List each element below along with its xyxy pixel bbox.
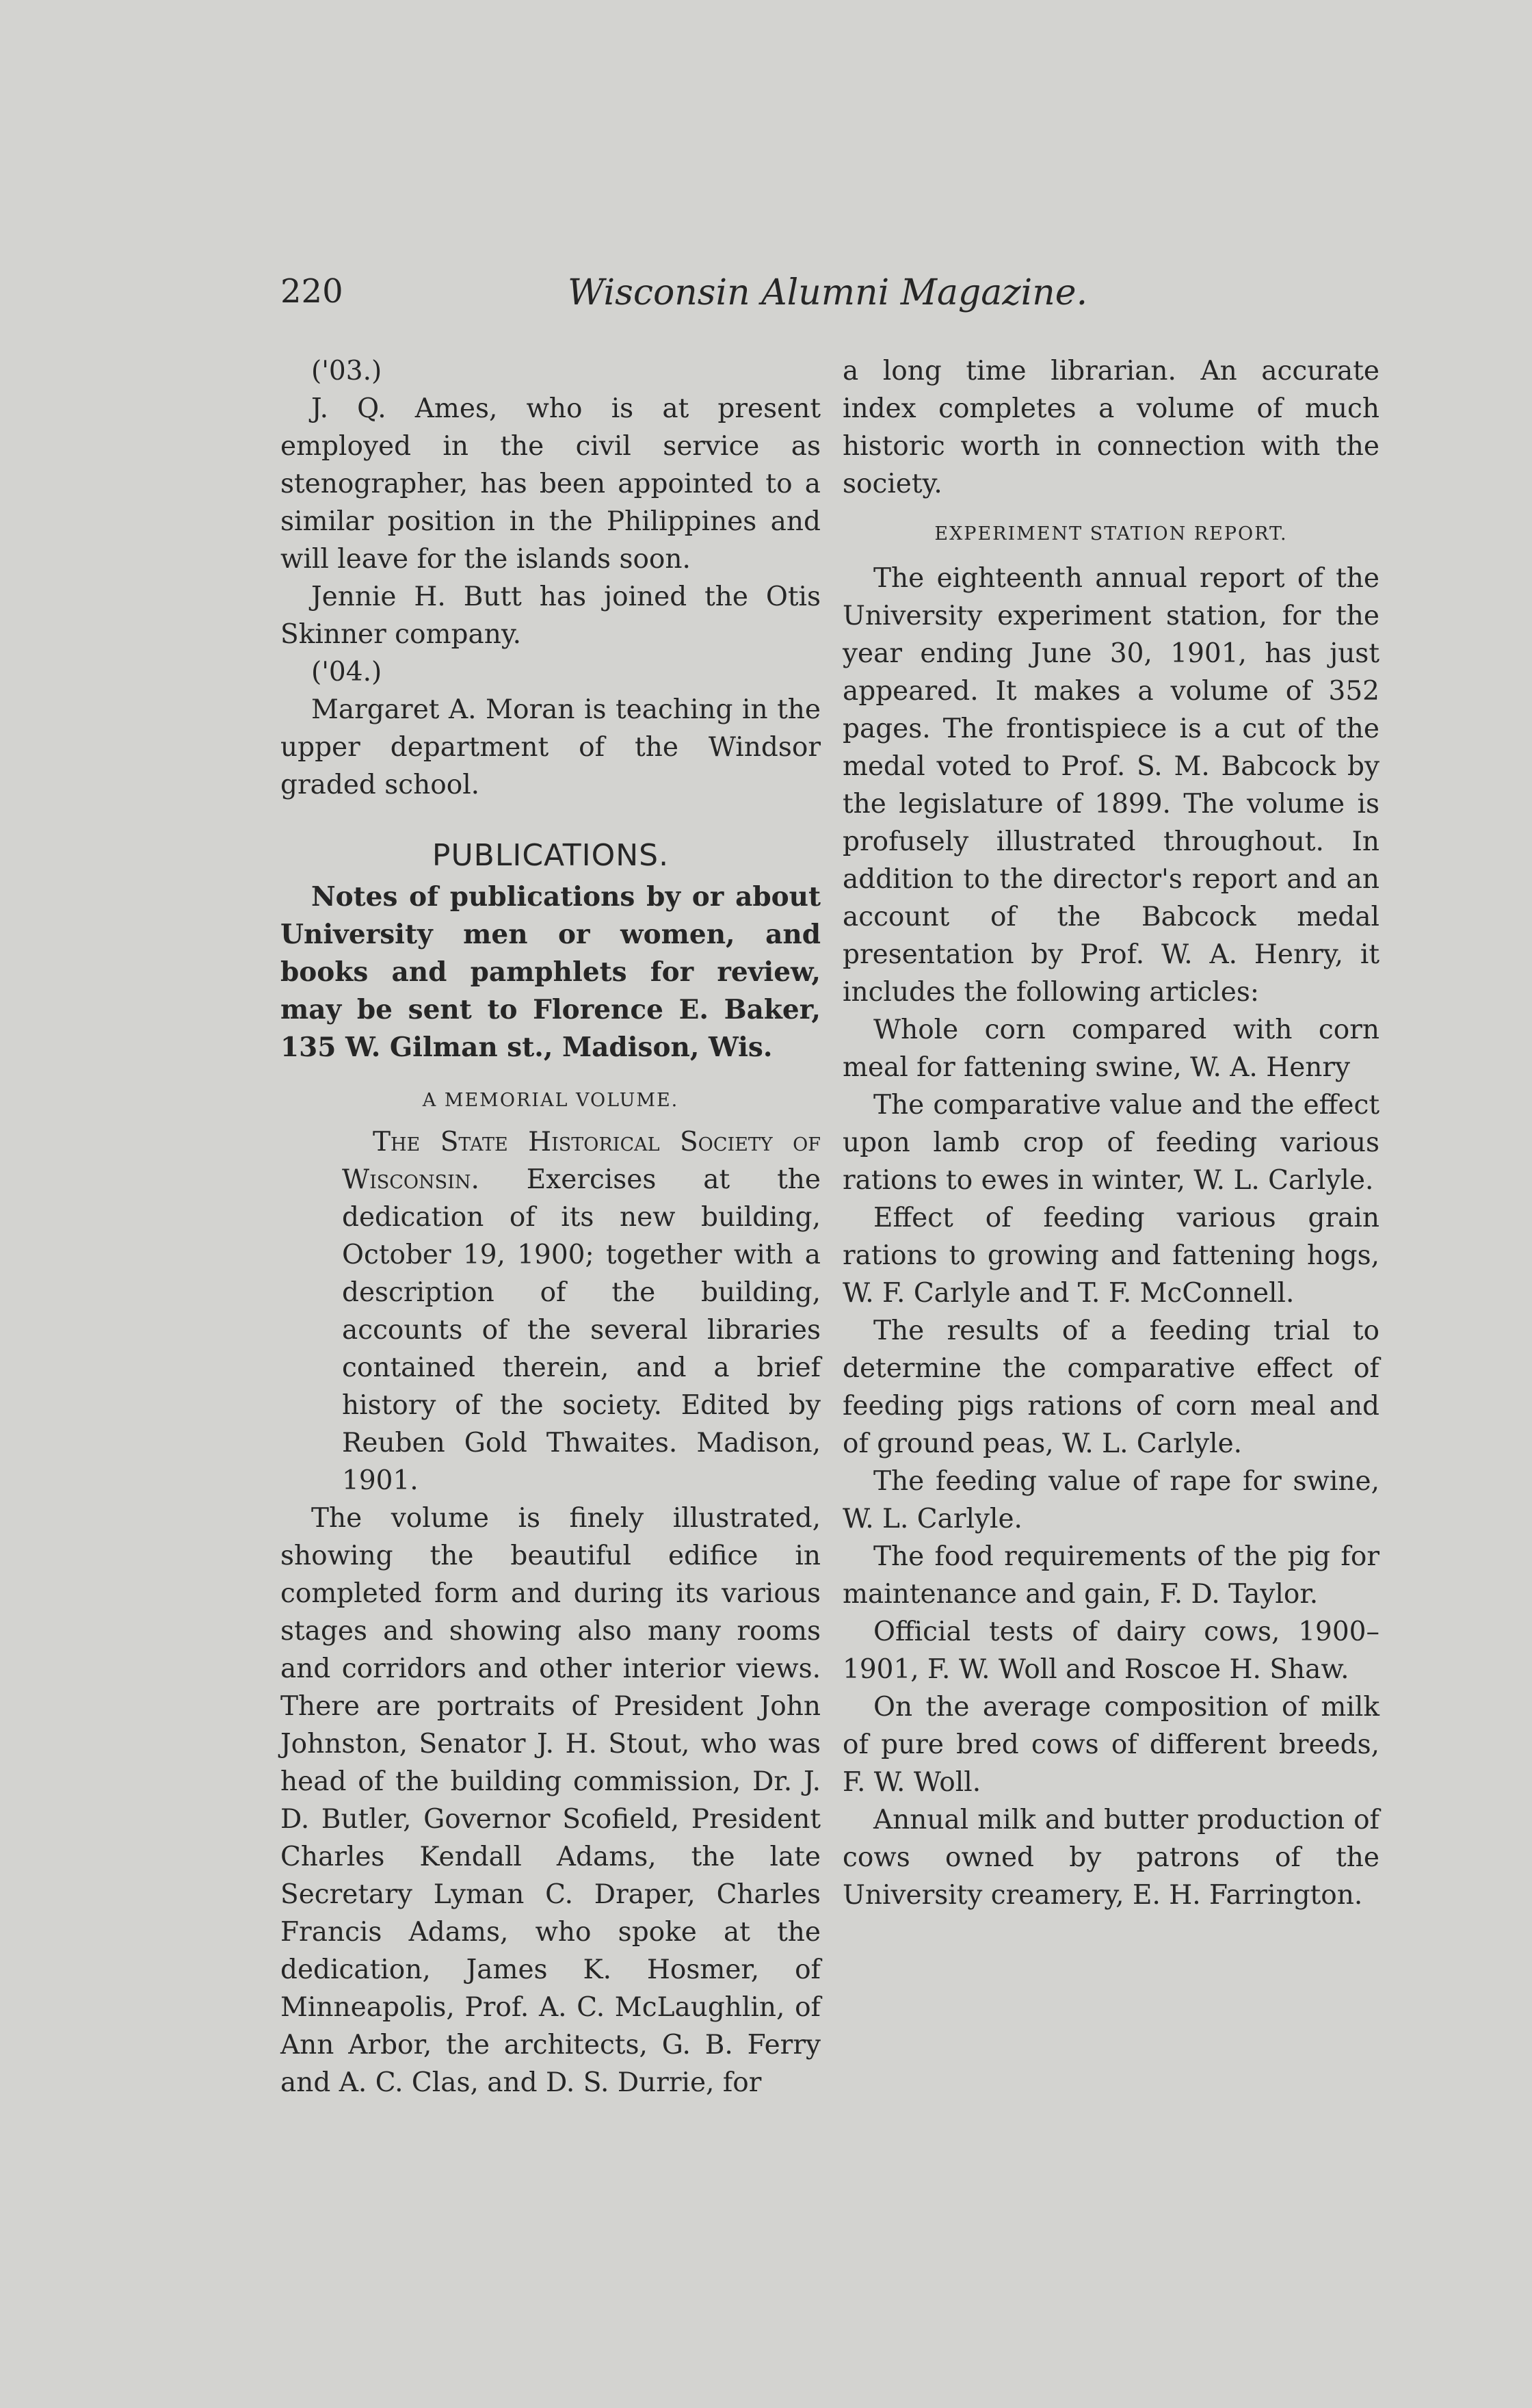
bib-details: Exercises at the dedication of its new building, October 19, 1900; together with a description of the building, accounts of the several libraries contained therein, and a brief history of the society. Edited by Reuben Gold Thwaites. Madison, 1901. [342,1164,821,1496]
article-entry: The food requirements of the pig for maintenance and gain, F. D. Taylor. [843,1541,1379,1610]
right-column [843,352,1379,1914]
alumni-note-ames: J. Q. Ames, who is at present employed in the civil service as stenographer, has been appointed to a similar position in the Philippines and will leave for the islands soon. [280,393,821,575]
alumni-note-moran: Margaret A. Moran is teaching in the upper department of the Windsor graded school. [280,694,821,800]
left-column [280,352,821,2102]
publications-notice: Notes of publications by or about University men or women, and books and pamphlets for review, may be sent to Florence E. Baker, 135 W. Gilman st., Madison, Wis. [280,881,821,1063]
bib-title: The State Historical Society of Wisconsin. [342,1127,821,1195]
class-year-heading: ('04.) [311,657,382,688]
publications-heading: PUBLICATIONS. [432,838,670,873]
article-entry: The results of a feeding trial to determine the comparative effect of feeding pigs rations of corn meal and of ground peas, W. L. Carlyle. [843,1316,1379,1459]
running-title: Wisconsin Alumni Magazine. [568,272,1088,313]
article-entry: Whole corn compared with corn meal for fattening swine, W. A. Henry [843,1015,1379,1083]
memorial-continuation: a long time librarian. An accurate index completes a volume of much historic worth in connection with the society. [843,356,1379,499]
alumni-note-butt: Jennie H. Butt has joined the Otis Skinner company. [280,581,821,650]
article-entry: The comparative value and the effect upon lamb crop of feeding various rations to ewes in winter, W. L. Carlyle. [843,1090,1379,1196]
page-number: 220 [280,272,343,311]
report-intro: The eighteenth annual report of the University experiment station, for the year ending June 30, 1901, has just appeared. It makes a volume of 352 pages. The frontispiece is a cut of the medal voted to Prof. S. M. Babcock by the legislature of 1899. The volume is profusely illustrated throughout. In addition to the director's report and an account of the Babcock medal presentation by Prof. W. A. Henry, it includes the following articles: [843,563,1379,1008]
article-entry: On the average composition of milk of pure bred cows of different breeds, F. W. Woll. [843,1692,1379,1798]
article-entry: Annual milk and butter production of cows owned by patrons of the University creamery, E. H. Farrington. [843,1805,1379,1911]
article-entry: The feeding value of rape for swine, W. L. Carlyle. [843,1466,1379,1534]
article-entry: Official tests of dairy cows, 1900–1901, F. W. Woll and Roscoe H. Shaw. [843,1617,1379,1685]
memorial-description: The volume is finely illustrated, showing the beautiful edifice in completed form and during its various stages and showing also many rooms and corridors and other interior views. There are portraits of President John Johnston, Senator J. H. Stout, who was head of the building commission, Dr. J. D. Butler, Governor Scofield, President Charles Kendall Adams, the late Secretary Lyman C. Draper, Charles Francis Adams, who spoke at the dedication, James K. Hosmer, of Minneapolis, Prof. A. C. McLaughlin, of Ann Arbor, the architects, G. B. Ferry and A. C. Clas, and D. S. Durrie, for [280,1503,821,2098]
memorial-volume-heading: A MEMORIAL VOLUME. [422,1090,679,1111]
experiment-station-heading: EXPERIMENT STATION REPORT. [934,523,1288,545]
page-header [280,272,1101,320]
article-entry: Effect of feeding various grain rations to growing and fattening hogs, W. F. Carlyle and T. F. McConnell. [843,1203,1379,1309]
memorial-bibliographic-entry [280,1123,821,1500]
class-year-heading: ('03.) [311,356,382,387]
